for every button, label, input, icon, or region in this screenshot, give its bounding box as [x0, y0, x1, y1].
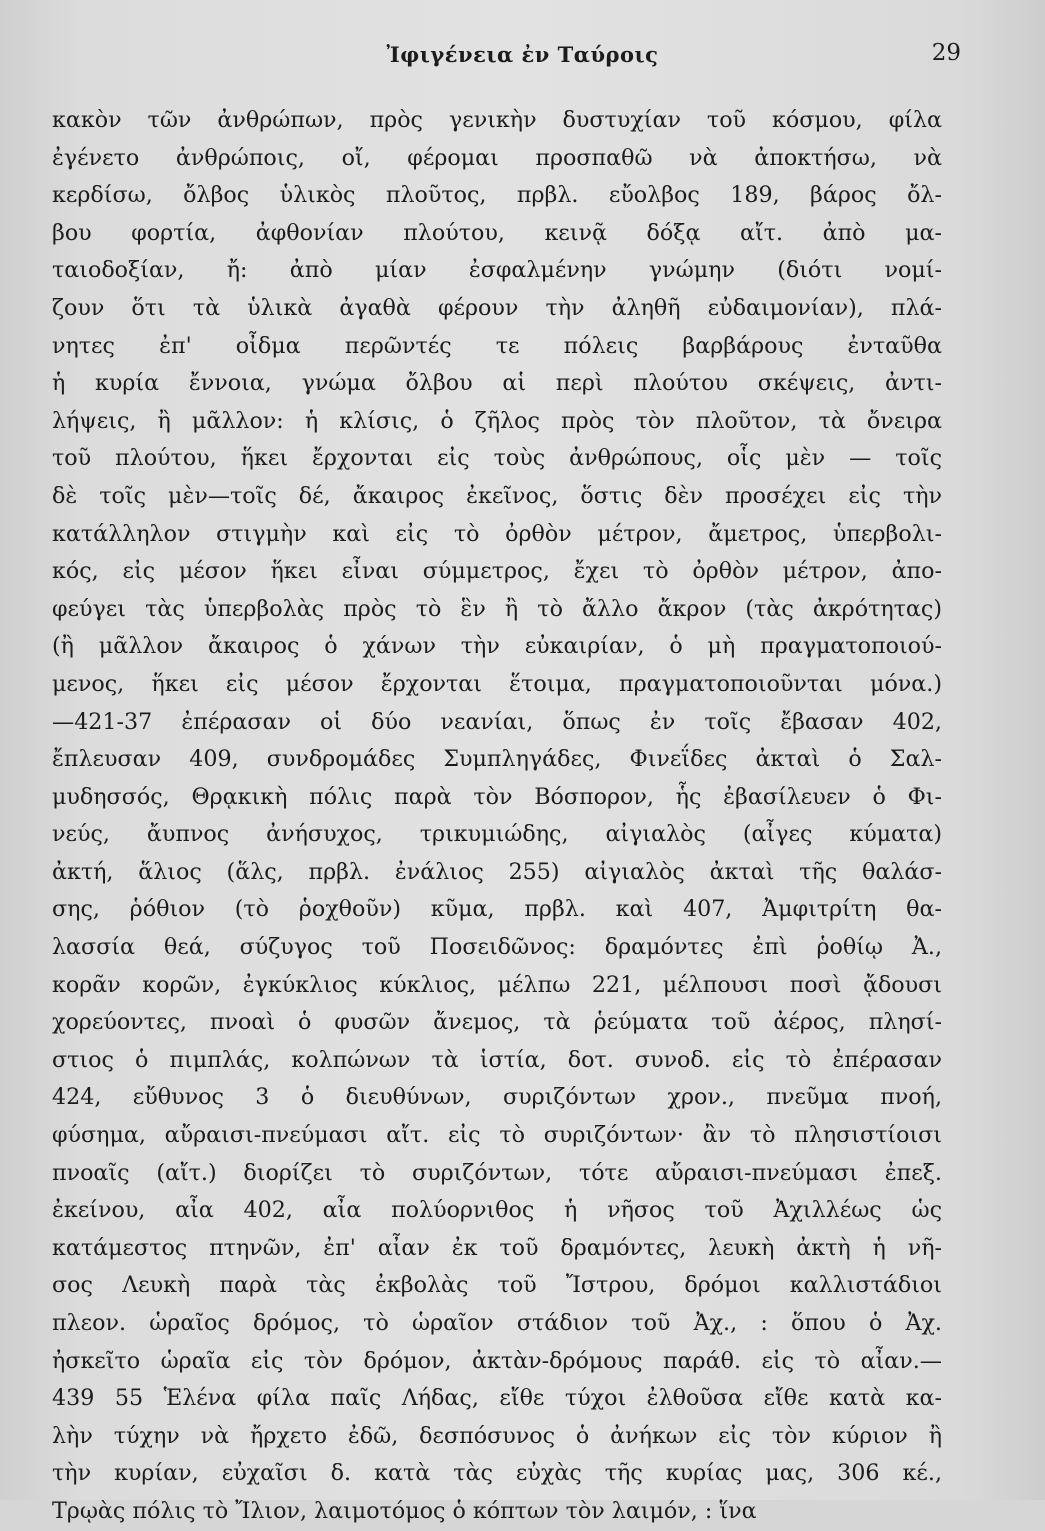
text-line: ἀκτή, ἅλιος (ἅλς, πρβλ. ἐνάλιος 255) αἰγιαλὸς ἀκταὶ τῆς θαλάσ-	[52, 858, 942, 885]
text-line: νητες ἐπ' οἶδμα περῶντές τε πόλεις βαρβάρους ἐνταῦθα	[52, 332, 942, 359]
text-line: μυδησσός, Θρᾳκικὴ πόλις παρὰ τὸν Βόσπορον, ἧς ἐβασίλευεν ὁ Φι-	[52, 783, 942, 810]
text-line: τοῦ πλούτου, ἥκει ἔρχονται εἰς τοὺς ἀνθρώπους, οἷς μὲν — τοῖς	[52, 445, 942, 472]
text-line: λασσία θεά, σύζυγος τοῦ Ποσειδῶνος: δραμόντες ἐπὶ ῥοθίῳ Ἀ.,	[52, 934, 942, 961]
text-line: χορεύοντες, πνοαὶ ὁ φυσῶν ἄνεμος, τὰ ῥεύματα τοῦ ἀέρος, πλησί-	[52, 1009, 942, 1036]
text-line: δὲ τοῖς μὲν—τοῖς δέ, ἄκαιρος ἐκεῖνος, ὅστις δὲν προσέχει εἰς τὴν	[52, 482, 942, 509]
text-line: λὴν τύχην νὰ ἤρχετο ἐδῶ, δεσπόσυνος ὁ ἀνήκων εἰς τὸν κύριον ἢ	[52, 1422, 942, 1449]
text-line: (ἢ μᾶλλον ἄκαιρος ὁ χάνων τὴν εὐκαιρίαν, ὁ μὴ πραγματοποιού-	[52, 633, 942, 660]
commentary-text	[52, 102, 942, 1531]
text-line: κορᾶν κορῶν, ἐγκύκλιος κύκλιος, μέλπω 221, μέλπουσι ποσὶ ᾄδουσι	[52, 971, 942, 998]
text-line: Τρῳὰς πόλις τὸ Ἴλιον, λαιμοτόμος ὁ κόπτων τὸν λαιμόν, : ἵνα	[52, 1497, 757, 1524]
text-line: κακὸν τῶν ἀνθρώπων, πρὸς γενικὴν δυστυχίαν τοῦ κόσμου, φίλα	[52, 107, 942, 133]
text-line: στιος ὁ πιμπλάς, κολπώνων τὰ ἱστία, δοτ. συνοδ. εἰς τὸ ἐπέρασαν	[52, 1046, 942, 1073]
text-line: πλεον. ὡραῖος δρόμος, τὸ ὡραῖον στάδιον τοῦ Ἀχ., : ὅπου ὁ Ἀχ.	[52, 1310, 942, 1336]
text-line: ἐκείνου, αἶα 402, αἶα πολύορνιθος ἡ νῆσος τοῦ Ἀχιλλέως ὡς	[52, 1197, 942, 1224]
text-line: φύσημα, αὔραισι-πνεύμασι αἴτ. εἰς τὸ συριζόντων· ἂν τὸ πλησιστίοισι	[52, 1122, 942, 1149]
page-header	[0, 38, 1045, 78]
text-line: κατάλληλον στιγμὴν καὶ εἰς τὸ ὀρθὸν μέτρον, ἄμετρος, ὑπερβολι-	[52, 520, 942, 547]
text-line: πνοαῖς (αἴτ.) διορίζει τὸ συριζόντων, τότε αὔραισι-πνεύμασι ἐπεξ.	[52, 1159, 942, 1186]
text-line: ζουν ὅτι τὰ ὑλικὰ ἀγαθὰ φέρουν τὴν ἀληθῆ εὐδαιμονίαν), πλά-	[52, 294, 942, 321]
text-line: ἡ κυρία ἔννοια, γνώμα ὄλβου αἱ περὶ πλούτου σκέψεις, ἀντι-	[52, 370, 942, 397]
text-line: κός, εἰς μέσον ἥκει εἶναι σύμμετρος, ἔχει τὸ ὀρθὸν μέτρον, ἀπο-	[52, 558, 942, 585]
page-number: 29	[931, 40, 961, 66]
running-title: Ἰφιγένεια ἐν Ταύροις	[386, 42, 659, 67]
text-line: σος Λευκὴ παρὰ τὰς ἐκβολὰς τοῦ Ἴστρου, δρόμοι καλλιστάδιοι	[52, 1272, 942, 1299]
text-line: ταιοδοξίαν, ἤ: ἀπὸ μίαν ἐσφαλμένην γνώμην (διότι νομί-	[52, 257, 942, 284]
text-line: 439 55 Ἑλένα φίλα παῖς Λήδας, εἴθε τύχοι ἐλθοῦσα εἴθε κατὰ κα-	[52, 1385, 942, 1412]
text-line: λήψεις, ἢ μᾶλλον: ἡ κλίσις, ὁ ζῆλος πρὸς τὸν πλοῦτον, τὰ ὄνειρα	[52, 407, 942, 434]
text-line: φεύγει τὰς ὑπερβολὰς πρὸς τὸ ἓν ἢ τὸ ἄλλο ἄκρον (τὰς ἀκρότητας)	[52, 595, 942, 622]
text-line: ἔπλευσαν 409, συνδρομάδες Συμπληγάδες, Φινεΐδες ἀκταὶ ὁ Σαλ-	[52, 746, 942, 773]
text-line: βου φορτία, ἀφθονίαν πλούτου, κεινᾷ δόξᾳ αἴτ. ἀπὸ μα-	[52, 219, 942, 246]
text-line: κερδίσω, ὄλβος ὑλικὸς πλοῦτος, πρβλ. εὔολβος 189, βάρος ὄλ-	[52, 182, 942, 209]
text-line: —421-37 ἐπέρασαν οἱ δύο νεανίαι, ὅπως ἐν τοῖς ἔβασαν 402,	[52, 708, 942, 735]
text-line: μενος, ἥκει εἰς μέσον ἔρχονται ἕτοιμα, πραγματοποιοῦνται μόνα.)	[52, 670, 942, 697]
text-line: κατάμεστος πτηνῶν, ἐπ' αἶαν ἐκ τοῦ δραμόντες, λευκὴ ἀκτὴ ἡ νῆ-	[52, 1234, 942, 1261]
text-line: νεύς, ἄυπνος ἀνήσυχος, τρικυμιώδης, αἰγιαλὸς (αἶγες κύματα)	[52, 821, 942, 848]
text-line: ἠσκεῖτο ὡραῖα εἰς τὸν δρόμον, ἀκτὰν-δρόμους παράθ. εἰς τὸ αἶαν.—	[52, 1347, 942, 1374]
text-line: 424, εὔθυνος 3 ὁ διευθύνων, συριζόντων χρον., πνεῦμα πνοή,	[52, 1084, 942, 1111]
text-line: σης, ῥόθιον (τὸ ῥοχθοῦν) κῦμα, πρβλ. καὶ 407, Ἀμφιτρίτη θα-	[52, 896, 942, 923]
text-line: τὴν κυρίαν, εὐχαῖσι δ. κατὰ τὰς εὐχὰς τῆς κυρίας μας, 306 κέ.,	[52, 1460, 942, 1487]
text-line: ἐγένετο ἀνθρώποις, οἴ, φέρομαι προσπαθῶ νὰ ἀποκτήσω, νὰ	[52, 144, 942, 171]
